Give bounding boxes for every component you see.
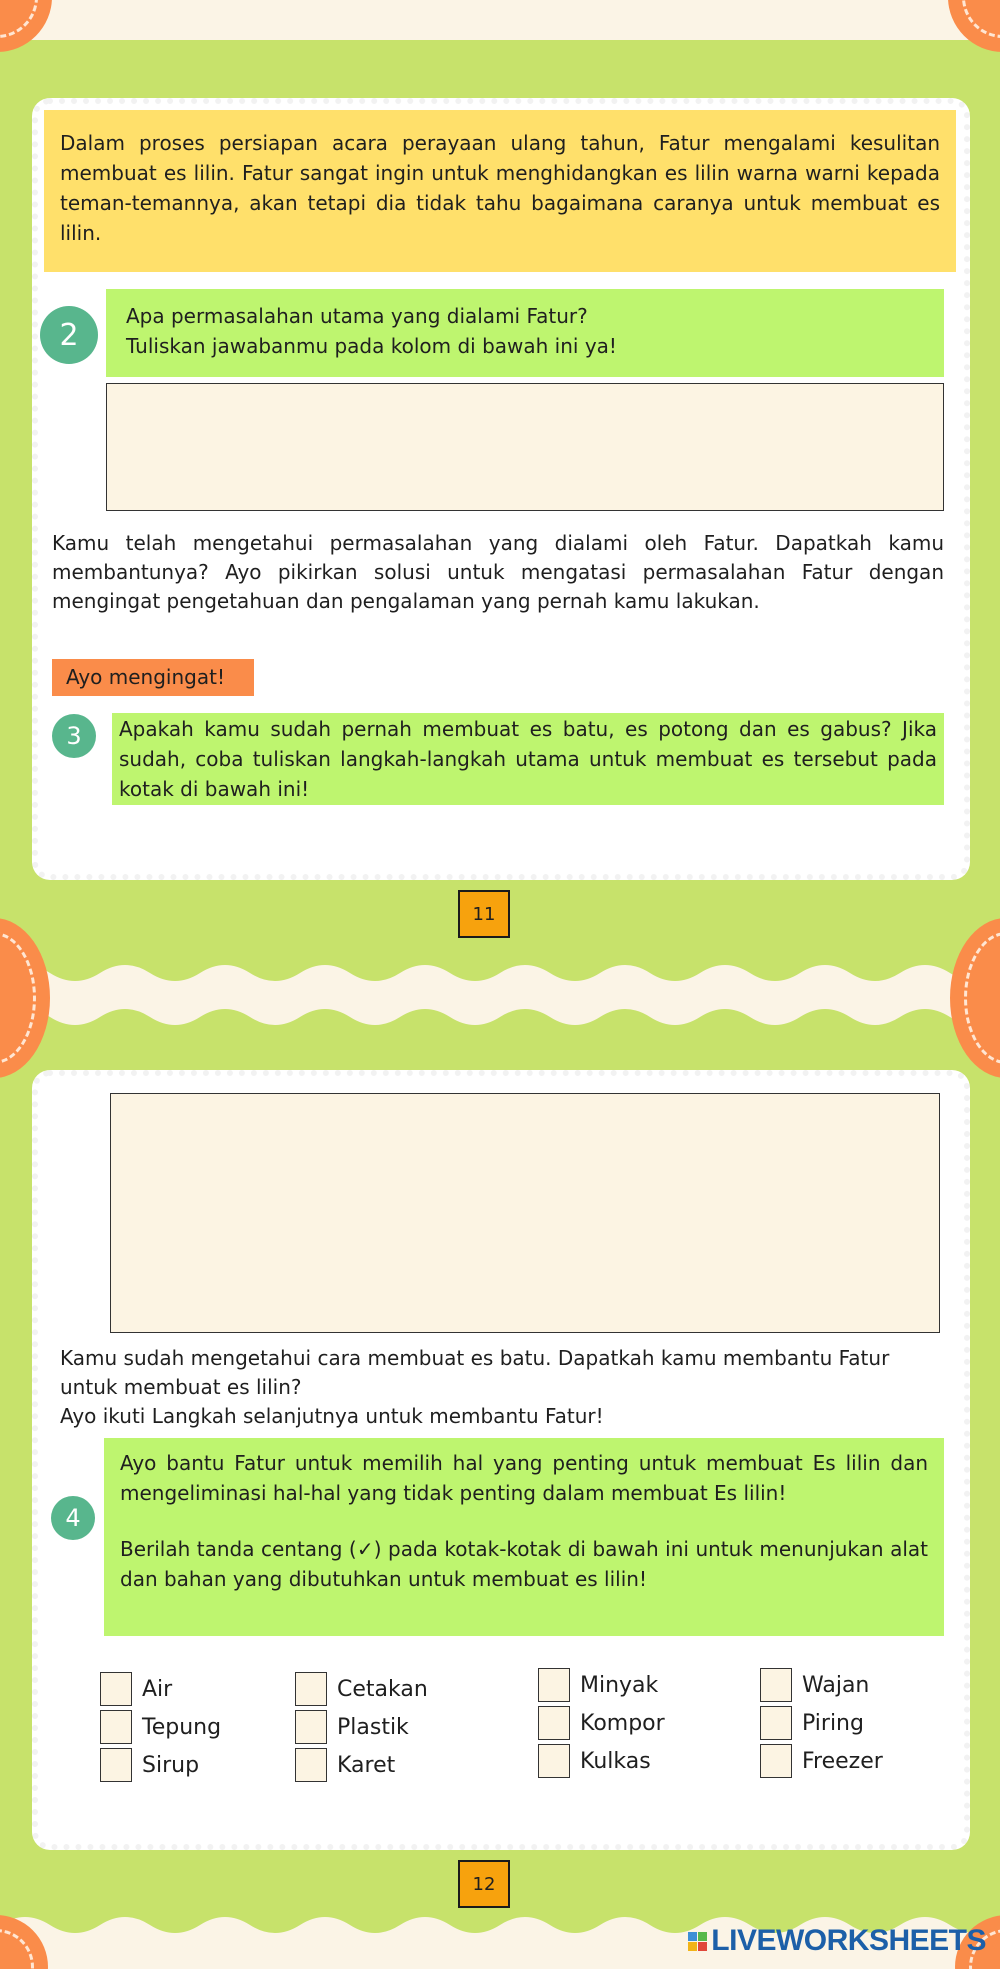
checkbox-item-sirup[interactable] [100, 1748, 199, 1782]
checkbox-item-cetakan[interactable] [295, 1672, 428, 1706]
remember-label: Ayo mengingat! [52, 659, 254, 696]
page-number-12: 12 [458, 1860, 510, 1908]
checkbox[interactable] [538, 1744, 570, 1778]
checkbox[interactable] [760, 1706, 792, 1740]
question-4-prompt [104, 1438, 944, 1636]
checkbox-item-karet[interactable] [295, 1748, 395, 1782]
top-wave-band [0, 0, 1000, 40]
checkbox[interactable] [760, 1744, 792, 1778]
question-4-text-2: Berilah tanda centang (✓) pada kotak-kotak di bawah ini untuk menunjukan alat dan bahan yang dibutuhkan untuk membuat es lilin! [120, 1537, 928, 1591]
checkbox-label: Air [142, 1676, 173, 1702]
checkbox[interactable] [295, 1710, 327, 1744]
checkbox[interactable] [100, 1710, 132, 1744]
story-text: Dalam proses persiapan acara perayaan ulang tahun, Fatur mengalami kesulitan membuat es lilin. Fatur sangat ingin untuk menghidangkan es lilin warna warni kepada teman-temannya, akan tetapi dia tidak tahu bagaimana caranya untuk membuat es lilin. [44, 110, 956, 272]
checkbox-item-wajan[interactable] [760, 1668, 869, 1702]
question-2-number: 2 [40, 306, 98, 364]
checkbox-item-plastik[interactable] [295, 1710, 409, 1744]
checkbox-label: Cetakan [337, 1676, 428, 1702]
question-2-answer-box[interactable] [106, 383, 944, 511]
checkbox-label: Tepung [142, 1714, 222, 1740]
checkbox[interactable] [538, 1668, 570, 1702]
question-2-prompt [106, 289, 944, 377]
checkbox[interactable] [295, 1672, 327, 1706]
checkbox-item-freezer[interactable] [760, 1744, 883, 1778]
checkbox[interactable] [295, 1748, 327, 1782]
checkbox-item-piring[interactable] [760, 1706, 864, 1740]
checkbox-item-kulkas[interactable] [538, 1744, 651, 1778]
checkbox[interactable] [538, 1706, 570, 1740]
question-4-number: 4 [51, 1496, 95, 1540]
checkbox-item-air[interactable] [100, 1672, 172, 1706]
followup-paragraph [60, 1344, 950, 1431]
checkbox-label: Karet [337, 1752, 396, 1778]
checkbox-label: Wajan [802, 1672, 870, 1698]
orange-circle-decoration [948, 0, 1000, 52]
intro-paragraph: Kamu telah mengetahui permasalahan yang dialami oleh Fatur. Dapatkah kamu membantunya? Ayo pikirkan solusi untuk mengatasi permasalahan Fatur dengan mengingat pengetahuan dan pengalaman yang pernah kamu lakukan. [52, 531, 944, 613]
question-3-answer-box[interactable] [110, 1093, 940, 1333]
page-number-11: 11 [458, 890, 510, 938]
brand-name: LIVEWORKSHEETS [711, 1924, 986, 1957]
checkbox-item-kompor[interactable] [538, 1706, 665, 1740]
checkbox-label: Plastik [337, 1714, 409, 1740]
checkbox-label: Sirup [142, 1752, 200, 1778]
question-3-prompt: Apakah kamu sudah pernah membuat es batu, es potong dan es gabus? Jika sudah, coba tuliskan langkah-langkah utama untuk membuat es tersebut pada kotak di bawah ini! [112, 713, 944, 805]
question-3-number: 3 [52, 714, 96, 758]
checkbox-item-minyak[interactable] [538, 1668, 658, 1702]
checkbox[interactable] [760, 1668, 792, 1702]
followup-line-2: Ayo ikuti Langkah selanjutnya untuk membantu Fatur! [60, 1404, 604, 1428]
checkbox[interactable] [100, 1748, 132, 1782]
question-4-text-1: Ayo bantu Fatur untuk memilih hal yang penting untuk membuat Es lilin dan mengeliminasi hal-hal yang tidak penting dalam membuat Es lilin! [120, 1451, 928, 1505]
liveworksheets-logo-icon [688, 1932, 707, 1951]
checkbox-label: Freezer [802, 1748, 883, 1774]
checkbox-label: Minyak [580, 1672, 659, 1698]
followup-line-1: Kamu sudah mengetahui cara membuat es batu. Dapatkah kamu membantu Fatur untuk membuat es lilin? [60, 1346, 890, 1399]
question-2-line-1: Apa permasalahan utama yang dialami Fatur? [126, 304, 588, 328]
checkbox-label: Piring [802, 1710, 864, 1736]
orange-circle-decoration [0, 918, 50, 1078]
checkbox-label: Kulkas [580, 1748, 651, 1774]
checkbox-label: Kompor [580, 1710, 665, 1736]
question-2-line-2: Tuliskan jawabanmu pada kolom di bawah ini ya! [126, 334, 617, 358]
checkbox-item-tepung[interactable] [100, 1710, 221, 1744]
orange-circle-decoration [950, 918, 1000, 1078]
checkbox[interactable] [100, 1672, 132, 1706]
liveworksheets-logo [688, 1924, 986, 1958]
middle-wave-band [0, 955, 1000, 1035]
